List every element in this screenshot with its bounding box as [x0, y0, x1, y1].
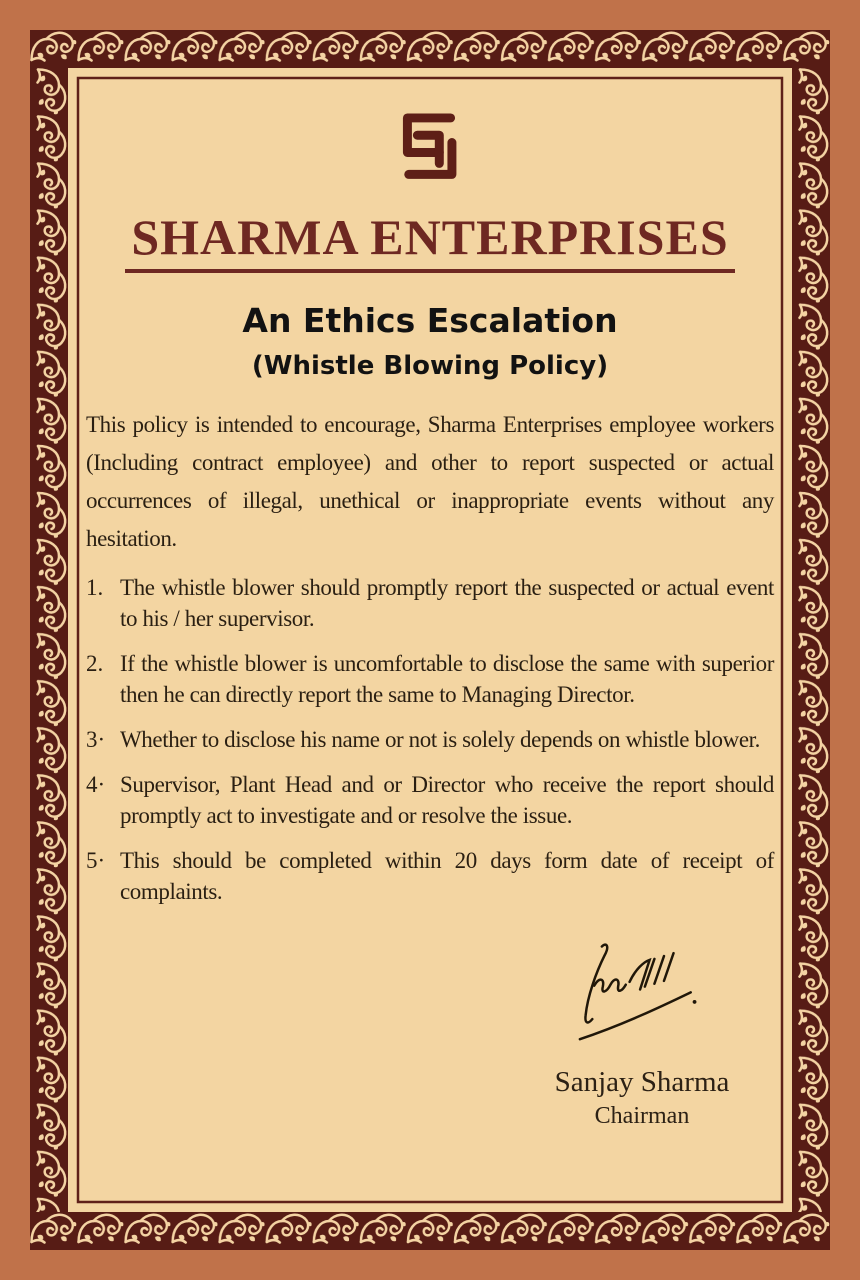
policy-list: [86, 572, 774, 907]
item-text: The whistle blower should promptly report the suspected or actual event to his / her supervisor.: [120, 575, 774, 632]
policy-list-item: [86, 769, 774, 831]
item-text: This should be completed within 20 days form date of receipt of complaints.: [120, 848, 774, 905]
item-marker: 4·: [86, 772, 106, 798]
company-name-text: SHARMA ENTERPRISES: [125, 211, 734, 273]
company-name: [86, 211, 774, 273]
item-marker: 3·: [86, 727, 106, 753]
signatory-name: Sanjay Sharma: [554, 1066, 730, 1099]
signatory-role: Chairman: [594, 1103, 690, 1130]
sharma-monogram-icon: [380, 102, 480, 195]
policy-content: [76, 76, 784, 1204]
item-marker: 5·: [86, 848, 106, 874]
chairman-signature-icon: [556, 941, 728, 1059]
policy-title: An Ethics Escalation: [242, 300, 618, 340]
item-marker: 2.: [86, 651, 104, 677]
policy-list-item: [86, 845, 774, 907]
logo-container: [86, 76, 774, 196]
item-text: Supervisor, Plant Head and or Director who receive the report should promptly act to investigate and or resolve the issue.: [120, 772, 774, 829]
policy-subtitle: (Whistle Blowing Policy): [251, 350, 609, 381]
item-text: If the whistle blower is uncomfortable to disclose the same with superior then he can directly report the same to Managing Director.: [120, 651, 774, 708]
policy-list-item: [86, 572, 774, 634]
signature-block: [524, 941, 760, 1131]
item-text: Whether to disclose his name or not is solely depends on whistle blower.: [120, 727, 760, 753]
policy-list-item: [86, 648, 774, 710]
policy-list-item: [86, 724, 774, 755]
item-marker: 1.: [86, 575, 104, 601]
intro-paragraph: This policy is intended to encourage, Sharma Enterprises employee workers (Including contract employee) and other to report suspected or actual occurrences of illegal, unethical or inappropriate events without any hesitation.: [86, 412, 774, 552]
